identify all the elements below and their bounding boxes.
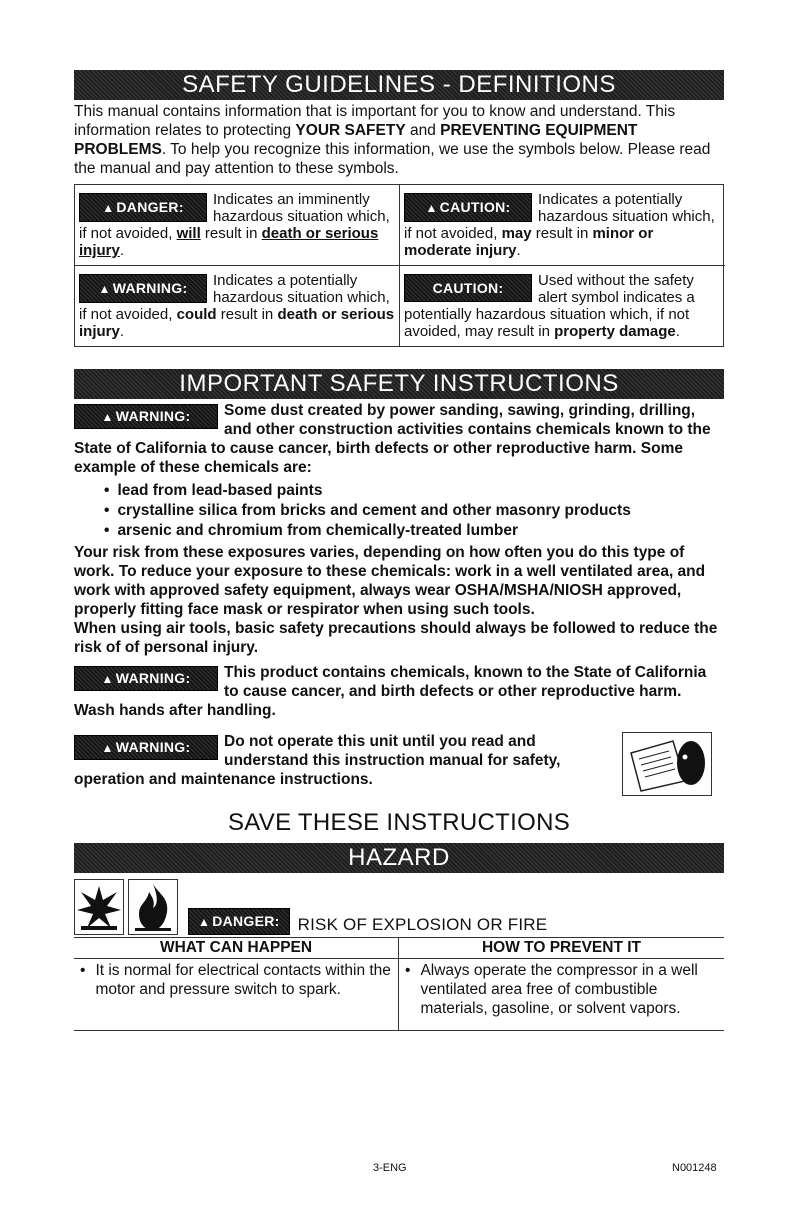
alert-triangle-icon: ▲: [102, 201, 115, 215]
warning-badge: ▲ WARNING:: [74, 404, 218, 429]
warning-badge: ▲ WARNING:: [74, 666, 218, 691]
page-number: 3-ENG: [373, 1162, 407, 1174]
alert-triangle-icon: ▲: [425, 201, 438, 215]
fire-icon: [128, 879, 178, 935]
warning-badge: ▲ WARNING:: [74, 735, 218, 760]
definitions-intro: This manual contains information that is important for you to know and understand. This information relates to protecting YOUR SAFETY and PREVENTING EQUIPMENT PROBLEMS. To help you recognize this information, we use the symbols below. Please read the manual and pay attention to these symbols.: [74, 103, 711, 177]
list-item: • lead from lead-based paints: [104, 481, 724, 501]
chemical-list: [104, 481, 724, 541]
hazard-banner: HAZARD: [74, 843, 724, 873]
list-item: • crystalline silica from bricks and cement and other masonry products: [104, 501, 724, 521]
hazard-header: [74, 879, 724, 938]
how-to-prevent-heading: HOW TO PREVENT IT: [399, 938, 724, 959]
document-code: N001248: [672, 1162, 717, 1174]
hazard-table: WHAT CAN HAPPEN • It is normal for electrical contacts within the motor and pressure switch to spark. HOW TO PREVENT IT • Always operate the compressor in a well ventilated area free of combustible materials, gasoline, or solvent vapors.: [74, 938, 724, 1031]
alert-triangle-icon: ▲: [101, 672, 114, 686]
danger-badge: ▲ DANGER:: [188, 908, 290, 935]
danger-badge: ▲ DANGER:: [79, 193, 207, 222]
manual-page: [74, 70, 724, 1031]
read-manual-icon: [622, 732, 712, 796]
explosion-icon: [74, 879, 124, 935]
what-can-happen-heading: WHAT CAN HAPPEN: [74, 938, 398, 959]
how-to-prevent-text: Always operate the compressor in a well ventilated area free of combustible materials, gasoline, or solvent vapors.: [420, 962, 698, 1017]
definitions-banner: SAFETY GUIDELINES - DEFINITIONS: [74, 70, 724, 100]
warning-dust: ▲ WARNING: Some dust created by power sanding, sawing, grinding, drilling, and other construction activities contains chemicals known to the State of California to cause cancer, birth defects or other reproductive harm. Some example of these chemicals are:: [74, 402, 711, 476]
risk-paragraph: Your risk from these exposures varies, depending on how often you do this type of work. To reduce your exposure to these chemicals: work in a well ventilated area, and work with approved safety equipment, always wear OSHA/MSHA/NIOSH approved, properly fitting face mask or respirator when using such tools.: [74, 544, 706, 618]
definition-caution: ▲ CAUTION: Indicates a potentially hazardous situation which, if not avoided, may result in minor or moderate injury.: [400, 185, 725, 266]
definition-danger: ▲ DANGER: Indicates an imminently hazardous situation which, if not avoided, will result in death or serious injury.: [75, 185, 400, 266]
alert-triangle-icon: ▲: [101, 410, 114, 424]
important-banner: IMPORTANT SAFETY INSTRUCTIONS: [74, 369, 724, 399]
definition-caution-property: CAUTION: Used without the safety alert symbol indicates a potentially hazardous situation which, if not avoided, may result in property damage.: [404, 272, 695, 340]
definitions-table: [74, 184, 724, 347]
save-instructions-heading: SAVE THESE INSTRUCTIONS: [227, 809, 571, 836]
alert-triangle-icon: ▲: [198, 915, 211, 929]
definition-warning: ▲ WARNING: Indicates a potentially hazardous situation which, if not avoided, could result in death or serious injury.: [75, 266, 400, 346]
caution-badge: ▲ CAUTION:: [404, 193, 532, 222]
alert-triangle-icon: ▲: [101, 741, 114, 755]
warning-manual: ▲ WARNING: Do not operate this unit until you read and understand this instruction manual for safety, operation and maintenance instructions.: [74, 732, 724, 789]
alert-triangle-icon: ▲: [98, 282, 111, 296]
warning-badge: ▲ WARNING:: [79, 274, 207, 303]
air-tools-paragraph: When using air tools, basic safety precautions should always be followed to reduce the risk of of personal injury.: [74, 620, 718, 656]
warning-chemicals: ▲ WARNING: This product contains chemicals, known to the State of California to cause cancer, and birth defects or other reproductive harm. Wash hands after handling.: [74, 664, 707, 719]
list-item: • arsenic and chromium from chemically-treated lumber: [104, 521, 724, 541]
what-can-happen-text: It is normal for electrical contacts within the motor and pressure switch to spark.: [95, 962, 391, 998]
hazard-title: RISK OF EXPLOSION OR FIRE: [297, 915, 548, 934]
caution-plain-badge: CAUTION:: [404, 274, 532, 302]
